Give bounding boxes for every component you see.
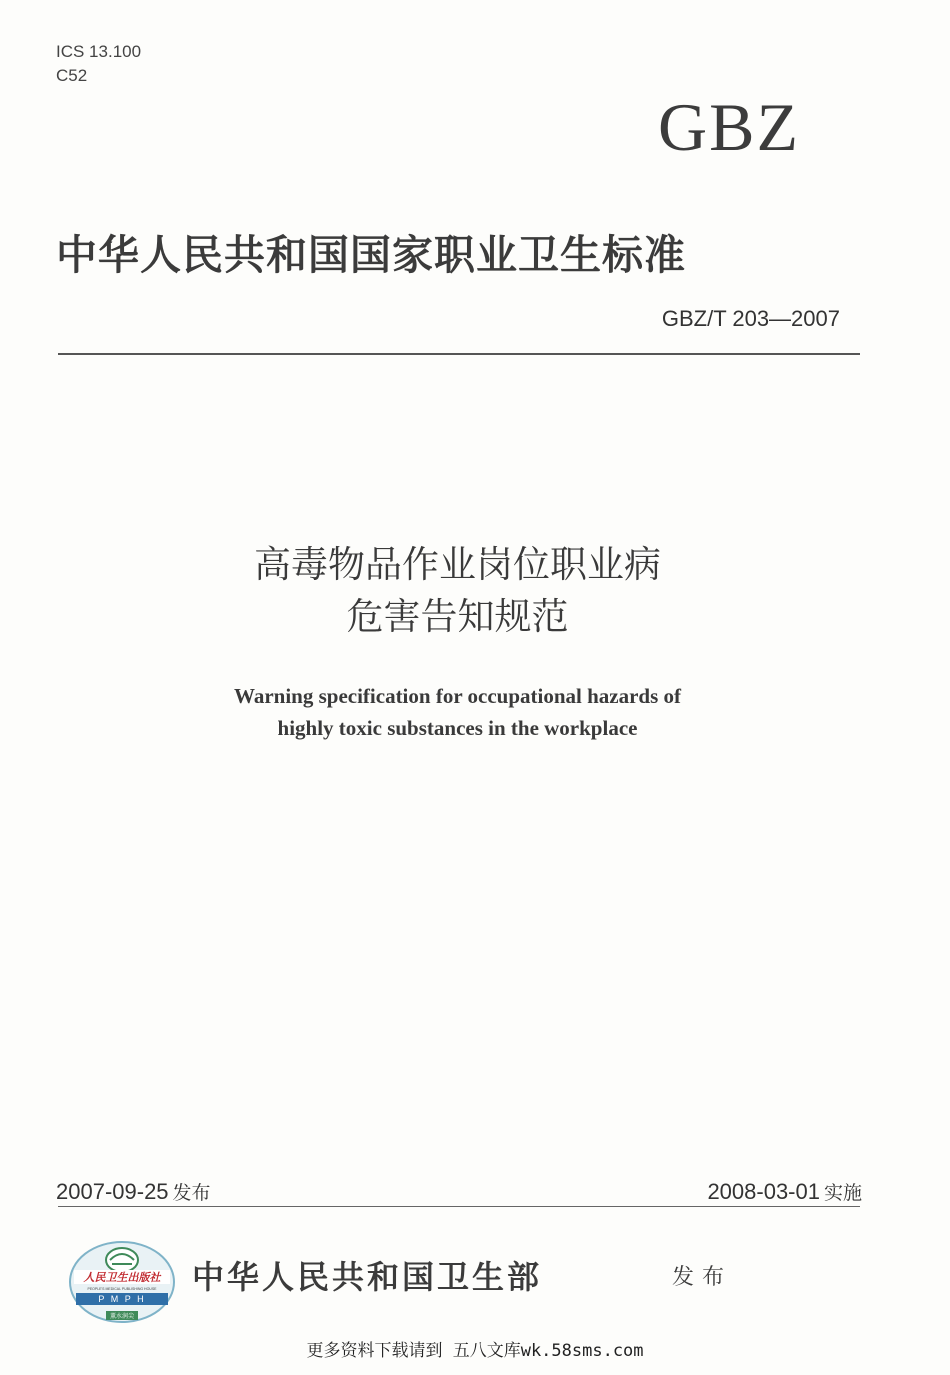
ics-code: ICS 13.100: [56, 42, 142, 61]
top-divider: [58, 353, 860, 355]
gbz-logo: GBZ: [658, 89, 800, 165]
publisher-seal-logo: [68, 1240, 176, 1324]
seal-abbr-text: P M P H: [98, 1294, 146, 1304]
chinese-title-line-2: 危害告知规范: [346, 595, 569, 638]
classification-codes: [56, 40, 141, 88]
issue-date-suffix: 发布: [172, 1182, 211, 1204]
implementation-date: [707, 1178, 862, 1205]
national-standard-heading: 中华人民共和国国家职业卫生标准: [56, 231, 686, 279]
bottom-divider: [58, 1206, 860, 1207]
english-title-line-1: Warning specification for occupational hazards of: [233, 684, 682, 708]
implementation-date-value: 2008-03-01: [707, 1179, 820, 1204]
ccs-code: C52: [56, 66, 88, 85]
seal-label-text: 薰水润尖: [109, 1313, 135, 1320]
download-note: 更多资料下载请到 五八文库wk.58sms.com: [306, 1341, 644, 1361]
chinese-title-line-1: 高毒物品作业岗位职业病: [254, 543, 661, 586]
implementation-date-suffix: 实施: [823, 1182, 862, 1204]
publisher-name: 中华人民共和国卫生部: [192, 1258, 543, 1296]
issue-date: [56, 1178, 211, 1205]
publisher-suffix: 发布: [672, 1265, 733, 1290]
seal-english-text: PEOPLE'S MEDICAL PUBLISHING HOUSE: [87, 1287, 157, 1291]
issue-date-value: 2007-09-25: [56, 1179, 169, 1204]
standard-number: GBZ/T 203—2007: [661, 306, 840, 331]
seal-name-text: 人民卫生出版社: [83, 1271, 161, 1284]
english-title-line-2: highly toxic substances in the workplace: [277, 716, 638, 740]
